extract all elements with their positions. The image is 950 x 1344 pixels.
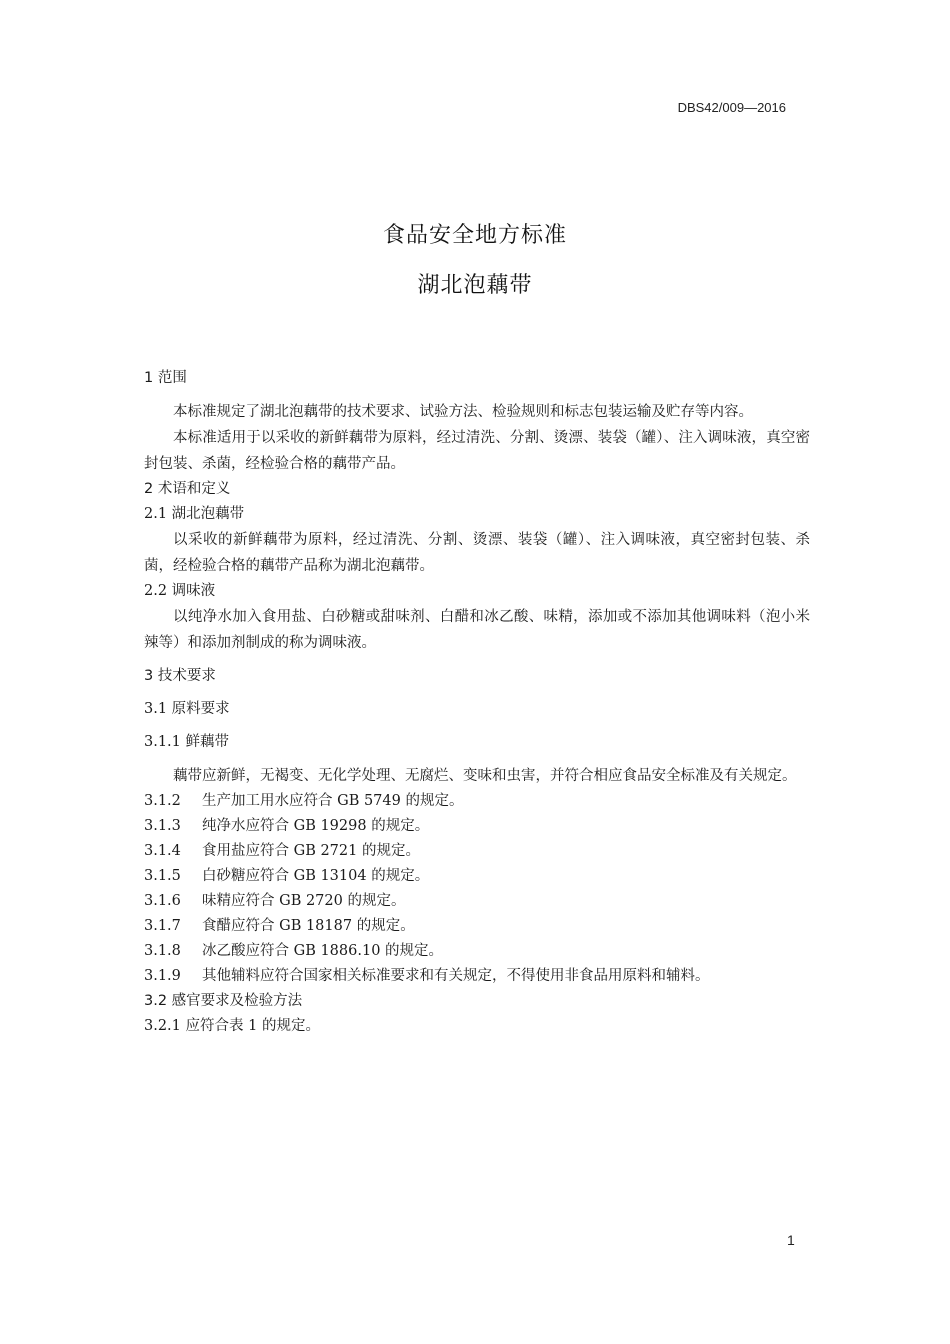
clause-item: 3.1.5 白砂糖应符合 GB 13104 的规定。 xyxy=(144,868,430,884)
document-subtitle: 湖北泡藕带 xyxy=(417,273,533,298)
section-2-2-heading: 2.2 调味液 xyxy=(144,583,216,599)
clause-item: 3.1.8 冰乙酸应符合 GB 1886.10 的规定。 xyxy=(144,943,444,959)
section-3-1-1-heading: 3.1.1 鲜藕带 xyxy=(144,734,230,750)
standard-code: DBS42/009—2016 xyxy=(677,100,786,115)
page-number: 1 xyxy=(787,1232,795,1248)
section-3-1-1-text: 藕带应新鲜，无褐变、无化学处理、无腐烂、变味和虫害，并符合相应食品安全标准及有关规定。 xyxy=(173,768,797,784)
section-3-1-heading: 3.1 原料要求 xyxy=(144,701,230,717)
document-title: 食品安全地方标准 xyxy=(382,223,567,248)
section-2-2-text: 以纯净水加入食用盐、白砂糖或甜味剂、白醋和冰乙酸、味精，添加或不添加其他调味料（泡小米辣等）和添加剂制成的称为调味液。 xyxy=(144,609,810,651)
clause-item: 3.1.6 味精应符合 GB 2720 的规定。 xyxy=(144,893,406,909)
section-2-heading: 2 术语和定义 xyxy=(144,481,231,497)
section-1-paragraph-1: 本标准规定了湖北泡藕带的技术要求、试验方法、检验规则和标志包装运输及贮存等内容。 xyxy=(173,404,753,420)
section-3-heading: 3 技术要求 xyxy=(144,668,216,684)
section-3-2-1-text: 3.2.1 应符合表 1 的规定。 xyxy=(144,1018,320,1034)
section-1-paragraph-2: 本标准适用于以采收的新鲜藕带为原料，经过清洗、分割、烫漂、装袋（罐）、注入调味液，真空密封包装、杀菌，经检验合格的藕带产品。 xyxy=(144,430,810,472)
clause-item: 3.1.3 纯净水应符合 GB 19298 的规定。 xyxy=(144,818,430,834)
document-body xyxy=(144,366,810,1039)
section-3-2-heading: 3.2 感官要求及检验方法 xyxy=(144,993,303,1009)
section-1-heading: 1 范围 xyxy=(144,370,187,386)
clause-item: 3.1.2 生产加工用水应符合 GB 5749 的规定。 xyxy=(144,793,464,809)
clause-item: 3.1.4 食用盐应符合 GB 2721 的规定。 xyxy=(144,843,420,859)
section-2-1-heading: 2.1 湖北泡藕带 xyxy=(144,506,245,522)
clause-item: 3.1.9 其他辅料应符合国家相关标准要求和有关规定，不得使用非食品用原料和辅料。 xyxy=(144,968,710,984)
clause-item: 3.1.7 食醋应符合 GB 18187 的规定。 xyxy=(144,918,415,934)
section-2-1-text: 以采收的新鲜藕带为原料，经过清洗、分割、烫漂、装袋（罐）、注入调味液，真空密封包装、杀菌，经检验合格的藕带产品称为湖北泡藕带。 xyxy=(144,532,810,574)
